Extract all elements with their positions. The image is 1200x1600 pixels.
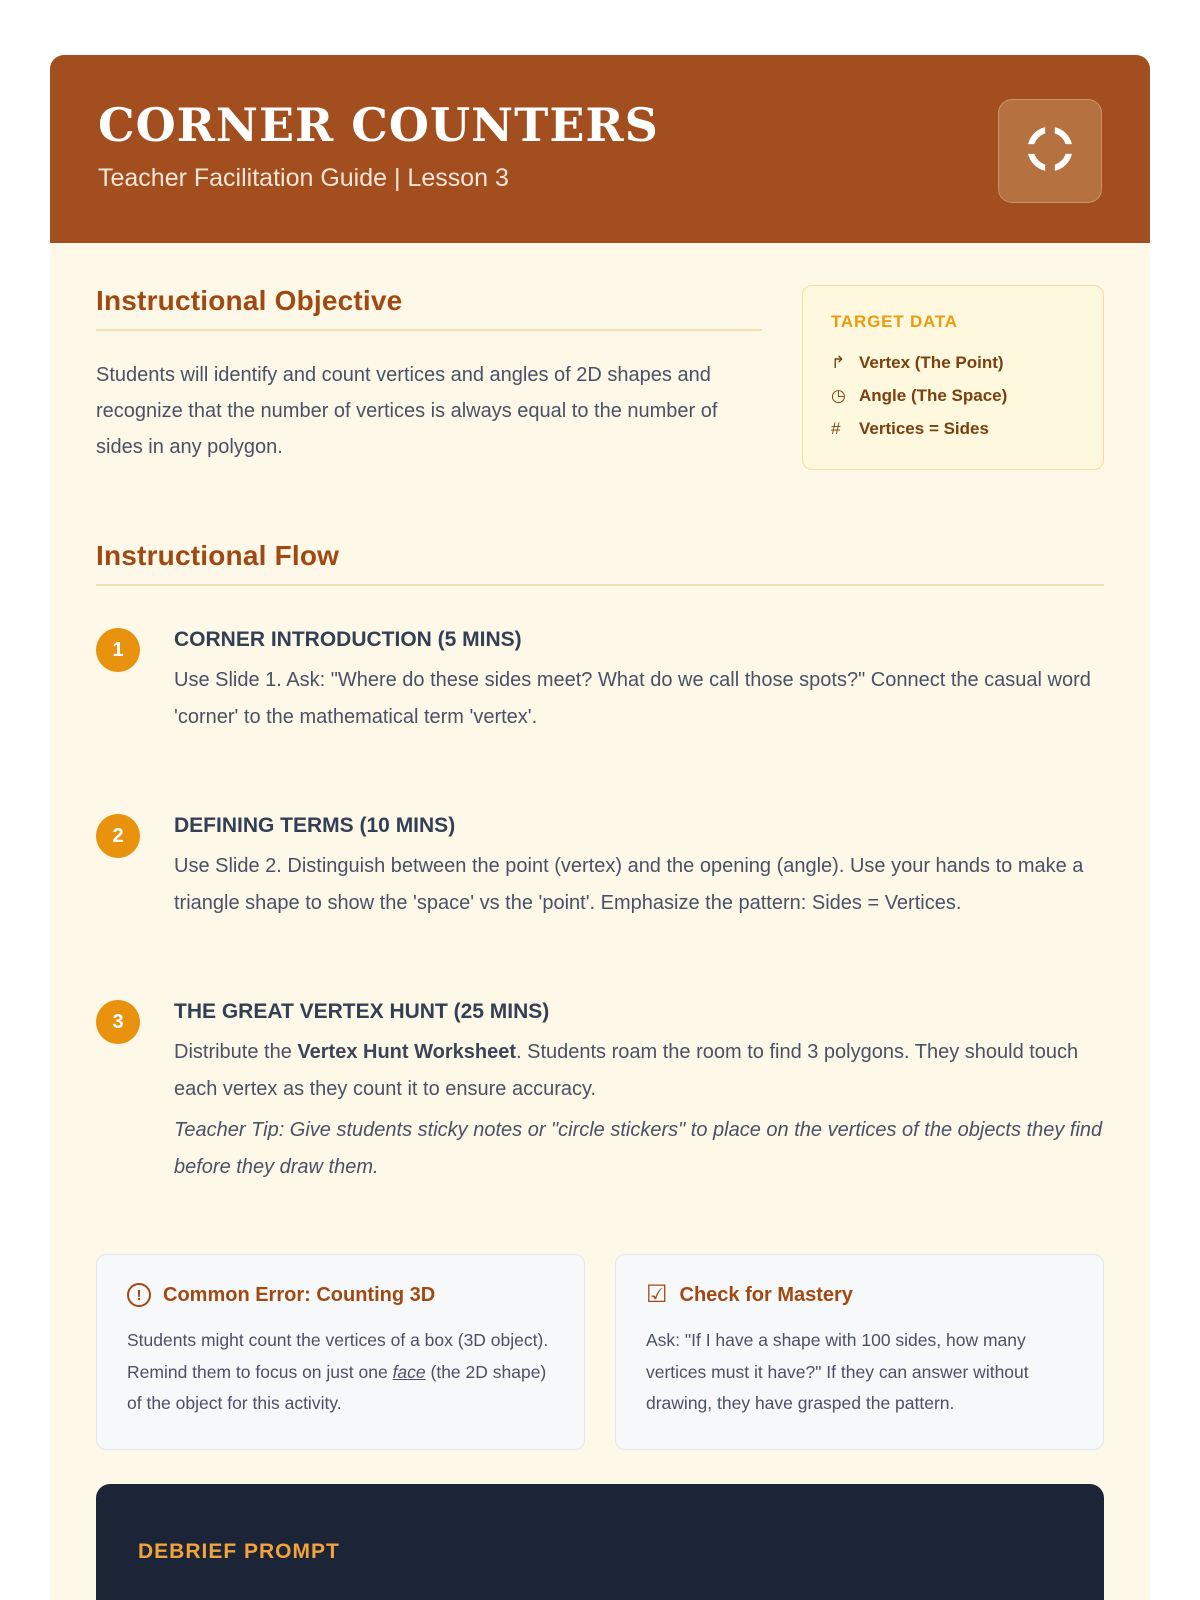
- card-body: [127, 1325, 554, 1418]
- common-error-card: [96, 1254, 585, 1449]
- target-data-box: [802, 285, 1104, 470]
- card-header: [127, 1283, 554, 1307]
- alert-circle-icon: !: [127, 1283, 151, 1307]
- step-body: Use Slide 1. Ask: "Where do these sides meet? What do we call those spots?" Connect the casual word 'corner' to the mathematical term 'vertex'.: [174, 669, 1091, 729]
- vertex-target-tile: [998, 99, 1102, 203]
- step-number-badge: 2: [96, 814, 140, 858]
- header-text: [98, 99, 659, 193]
- target-data-label: Vertex (The Point): [859, 353, 1004, 372]
- step-title: CORNER INTRODUCTION (5 MINS): [174, 628, 522, 652]
- header: [50, 55, 1150, 243]
- step-content: [174, 1000, 1104, 1186]
- flow-step-3: [96, 1000, 1104, 1186]
- objective-divider: [96, 329, 762, 331]
- objective-row: [96, 285, 1104, 470]
- check-mastery-card: [615, 1254, 1104, 1449]
- card-header: [646, 1283, 1073, 1307]
- flow-heading: Instructional Flow: [96, 540, 340, 572]
- hash-icon: #: [831, 419, 841, 439]
- emphasized-term: face: [392, 1361, 426, 1382]
- step-number-badge: 3: [96, 1000, 140, 1044]
- target-data-label: Vertices = Sides: [859, 419, 989, 439]
- step-body-text: . Students roam the room to find 3 polygons. They should touch each vertex as they count it to ensure accuracy.: [174, 1041, 1079, 1101]
- card-body-text: (the 2D shape) of the object for this activity.: [127, 1361, 547, 1413]
- vertex-target-icon: [1021, 120, 1079, 183]
- card-body-text: Students might count the vertices of a box (3D object). Remind them to focus on just one: [127, 1330, 549, 1382]
- step-body: Use Slide 2. Distinguish between the point (vertex) and the opening (angle). Use your hands to make a triangle shape to show the 'space' vs the 'point'. Emphasize the pattern: Sides = Vertices.: [174, 855, 1084, 915]
- flow-step-1: [96, 628, 1104, 736]
- flow-divider: [96, 584, 1104, 586]
- target-data-title: TARGET DATA: [831, 312, 958, 331]
- step-body-text: Distribute the: [174, 1041, 298, 1064]
- content: [50, 243, 1150, 1600]
- debrief-title: DEBRIEF PROMPT: [138, 1539, 340, 1563]
- objective-text: Students will identify and count vertices and angles of 2D shapes and recognize that the number of vertices is always equal to the number of sides in any polygon.: [96, 364, 718, 458]
- step-content: [174, 628, 1104, 736]
- flow-section: [96, 540, 1104, 1186]
- worksheet-name: Vertex Hunt Worksheet: [297, 1041, 516, 1064]
- page-subtitle: Teacher Facilitation Guide | Lesson 3: [98, 163, 509, 192]
- lesson-guide-document: [50, 55, 1150, 1600]
- card-title: Check for Mastery: [679, 1283, 853, 1306]
- step-number-badge: 1: [96, 628, 140, 672]
- info-cards-row: [96, 1254, 1104, 1449]
- objective-section: [96, 285, 762, 465]
- card-body: Ask: "If I have a shape with 100 sides, how many vertices must it have?" If they can answer without drawing, they have grasped the pattern.: [646, 1330, 1029, 1413]
- target-data-item: [831, 379, 1075, 412]
- card-title: Common Error: Counting 3D: [163, 1283, 436, 1306]
- flow-step-2: [96, 814, 1104, 922]
- step-body: [174, 1034, 1104, 1108]
- teacher-tip: Teacher Tip: Give students sticky notes or "circle stickers" to place on the vertices of the objects they find before they draw them.: [174, 1119, 1103, 1179]
- target-data-item: [831, 346, 1075, 379]
- objective-heading: Instructional Objective: [96, 285, 403, 316]
- debrief-section: [96, 1484, 1104, 1600]
- target-data-item: [831, 412, 1075, 445]
- target-data-label: Angle (The Space): [859, 386, 1008, 406]
- step-title: DEFINING TERMS (10 MINS): [174, 814, 456, 838]
- target-data-list: [831, 346, 1075, 445]
- step-title: THE GREAT VERTEX HUNT (25 MINS): [174, 1000, 550, 1024]
- step-content: [174, 814, 1104, 922]
- page-title: CORNER COUNTERS: [98, 98, 659, 152]
- checkbox-icon: ☑: [646, 1281, 668, 1309]
- clock-icon: ◷: [831, 386, 846, 406]
- arrow-branch-icon: ↱: [831, 353, 846, 372]
